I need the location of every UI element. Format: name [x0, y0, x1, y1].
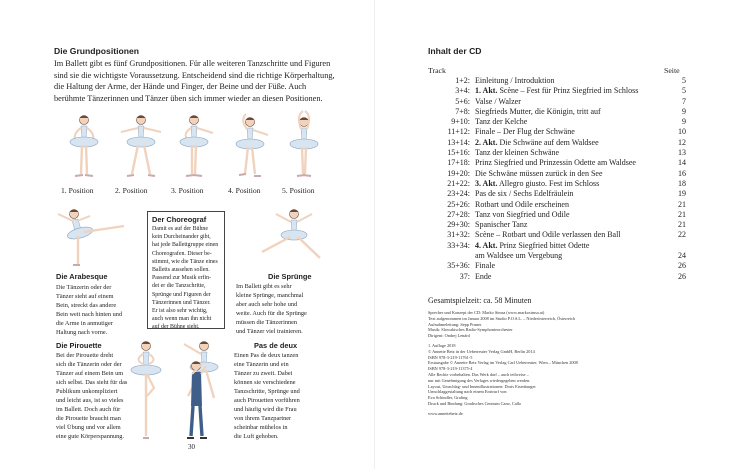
- choreograf-line: auf der Bühne sieht.: [152, 324, 200, 331]
- pirouette-line: viel Übung und vor allem: [56, 424, 121, 431]
- track-title-text: Allegro giusto. Fest im Schloss: [497, 178, 600, 188]
- pirouette-line: sich die Tänzerin oder der: [56, 361, 122, 368]
- track-number: 1+2:: [455, 76, 470, 85]
- track-number: 9+10:: [451, 117, 470, 127]
- track-row: [428, 117, 686, 127]
- track-title-text: Prinz Siegfried und Prinzessin Odette am Waldsee: [475, 158, 636, 168]
- total-playtime: Gesamtspielzeit: ca. 58 Minuten: [428, 296, 532, 305]
- track-number: 17+18:: [447, 158, 470, 168]
- track-number: 19+20:: [447, 168, 470, 178]
- track-title-text: am Waldsee um Vergebung: [475, 251, 563, 261]
- track-title: [475, 148, 559, 158]
- cd-contents-title: Inhalt der CD: [428, 46, 482, 56]
- act-label: 1. Akt.: [475, 86, 498, 96]
- track-title-text: Tanz von Siegfried und Odile: [475, 209, 570, 219]
- position-1-illustration: [62, 112, 106, 184]
- track-row: [428, 200, 686, 210]
- arabesque-title: Die Arabesque: [56, 272, 108, 281]
- pas-de-deux-line: scheinbar mühelos in: [234, 424, 288, 431]
- credit-line: Aufnahmeleitung: Sepp Pruner: [428, 321, 482, 327]
- track-row: [428, 138, 686, 148]
- track-number: 5+6:: [455, 96, 470, 106]
- position-5-illustration: [282, 108, 326, 184]
- choreograf-box: [147, 211, 225, 329]
- track-page: 9: [682, 117, 686, 127]
- track-title-text: Tanz der Kelche: [475, 117, 528, 127]
- track-title-text: Prinz Siegfried bittet Odette: [497, 240, 590, 250]
- jump-illustration: [256, 206, 326, 268]
- track-title: [475, 189, 573, 199]
- right-page: [375, 0, 750, 469]
- track-title: [475, 117, 527, 127]
- pirouette-line: im Ballett. Doch auch für: [56, 406, 121, 413]
- track-row: [428, 86, 686, 96]
- track-number: 11+12:: [447, 127, 470, 137]
- track-row: [428, 189, 686, 199]
- track-row: [428, 169, 686, 179]
- track-title: [475, 138, 599, 148]
- arabesque-line: Bein weit nach hinten und: [56, 311, 123, 318]
- arabesque-line: Tänzer steht auf einem: [56, 293, 114, 300]
- pas-de-deux-line: eine Tänzerin und ein: [234, 361, 289, 368]
- choreograf-line: Choreografen. Dieser be-: [152, 250, 212, 257]
- track-number: 31+32:: [447, 230, 470, 240]
- track-page: 21: [678, 220, 686, 230]
- track-page: 24: [678, 251, 686, 261]
- arabesque-line: Die Tänzerin oder der: [56, 284, 112, 291]
- track-title: [475, 76, 555, 86]
- pas-de-deux-line: Einen Pas de deux tanzen: [234, 352, 299, 359]
- track-number: 7+8:: [455, 106, 470, 116]
- track-row: [428, 241, 686, 251]
- credit-line: ISBN 978-3-219-11761-5: [428, 354, 473, 360]
- pas-de-deux-line: von ihrem Tanzpartner: [234, 415, 292, 422]
- track-title: [475, 97, 521, 107]
- track-title: [475, 200, 569, 210]
- choreograf-line: det er die Tanzschritte,: [152, 283, 206, 290]
- track-page: 9: [682, 106, 686, 116]
- track-row: [428, 230, 686, 240]
- track-title-text: Scène – Fest für Prinz Siegfried im Schloss: [497, 86, 639, 96]
- track-row: [428, 127, 686, 137]
- pirouette-line: sich selbst. Das sieht für das: [56, 379, 128, 386]
- pirouette-line: die Pirouette braucht man: [56, 415, 121, 422]
- pas-de-deux-text: [234, 351, 300, 441]
- track-number: 29+30:: [447, 220, 470, 230]
- credit-line: Layout, Umschlag- und Innenillustrationen: Doris Eisenburger: [428, 383, 536, 389]
- track-number: 27+28:: [447, 209, 470, 219]
- credit-line: nur mit Genehmigung des Verlages wiedergegeben werden.: [428, 377, 531, 383]
- track-page: 13: [678, 148, 686, 158]
- pas-de-deux-title: Pas de deux: [254, 341, 298, 350]
- track-row: [428, 179, 686, 189]
- track-title-text: Siegfrieds Mutter, die Königin, tritt auf: [475, 106, 601, 116]
- position-4-label: 4. Position: [228, 186, 261, 195]
- arabesque-text: [56, 283, 122, 337]
- intro-line: die Haltung der Arme, der Hände und Finger, der Beine und der Füße. Auch: [54, 82, 307, 92]
- choreograf-line: Sprünge und Figuren der: [152, 291, 211, 298]
- track-number: 13+14:: [447, 137, 470, 147]
- track-row: [428, 220, 686, 230]
- choreograf-title: Der Choreograf: [152, 215, 207, 224]
- choreograf-text: [152, 225, 220, 332]
- page-number-left: 30: [188, 443, 195, 451]
- pirouette-line: eine gute Körperspannung.: [56, 433, 125, 440]
- arabesque-line: die Arme in anmutiger: [56, 320, 113, 327]
- choreograf-line: stimmt, wie die Tänze eines: [152, 258, 218, 265]
- track-title-text: Pas de six / Sechs Edelfräulein: [475, 189, 574, 199]
- choreograf-line: Tänzerinnen und Tänzer.: [152, 299, 211, 306]
- pirouette-title: Die Pirouette: [56, 341, 102, 350]
- track-page: 5: [682, 76, 686, 85]
- section-heading: Die Grundpositionen: [54, 46, 139, 56]
- track-title: [475, 230, 621, 240]
- pirouette-line: und leicht aus, ist so vieles: [56, 397, 124, 404]
- track-title-text: Einleitung / Introduktion: [475, 76, 555, 85]
- track-row: [428, 76, 686, 86]
- page-column-header: Seite: [664, 66, 680, 75]
- credit-line: 1. Auflage 2018: [428, 342, 456, 348]
- track-number: 23+24:: [447, 189, 470, 199]
- position-1-label: 1. Position: [61, 186, 94, 195]
- track-number: 15+16:: [447, 148, 470, 158]
- track-title-text: Scène – Rotbart und Odile verlassen den Ball: [475, 230, 621, 240]
- track-row: [428, 158, 686, 168]
- track-row: [428, 148, 686, 158]
- track-title: [475, 86, 638, 96]
- pas-de-deux-line: Tanzschritte, Sprünge und: [234, 388, 300, 395]
- track-page: 21: [678, 209, 686, 219]
- track-page: 26: [678, 271, 686, 281]
- pirouette-line: Publikum unkompliziert: [56, 388, 118, 395]
- track-title-text: Ende: [475, 271, 492, 281]
- credit-line: Umschlaggestaltung nach einem Entwurf von: [428, 389, 507, 395]
- pirouette-line: Bei der Pirouette dreht: [56, 352, 114, 359]
- position-2-label: 2. Position: [115, 186, 148, 195]
- jumps-line: weite. Auch für die Sprünge: [236, 310, 307, 317]
- track-title: [475, 261, 495, 271]
- pirouette-line: Tänzer auf einem Bein um: [56, 370, 124, 377]
- track-column-header: Track: [428, 66, 446, 75]
- track-title: [475, 251, 562, 261]
- track-number: 33+34:: [447, 240, 470, 250]
- choreograf-line: Passend zur Musik erfin-: [152, 275, 212, 282]
- intro-line: Im Ballett gibt es fünf Grundpositionen. Für alle weiteren Tanzschritte und Figuren: [54, 59, 331, 68]
- pas-de-deux-line: und häufig wird die Frau: [234, 406, 297, 413]
- track-title: [475, 127, 575, 137]
- credit-line: © Annette Betz in der Ueberreuter Verlag GmbH, Berlin 2014: [428, 348, 535, 354]
- imprint-credits: [428, 310, 688, 417]
- track-title-text: Rotbart und Odile erscheinen: [475, 199, 569, 209]
- pas-de-deux-line: auch Pirouetten vorführen: [234, 397, 300, 404]
- track-number: 35+36:: [447, 261, 470, 271]
- track-number: 25+26:: [447, 199, 470, 209]
- track-title-text: Spanischer Tanz: [475, 220, 528, 230]
- track-title-text: Tanz der kleinen Schwäne: [475, 148, 560, 158]
- credit-line: Eva Schindler, Grafing: [428, 395, 468, 401]
- jumps-title: Die Sprünge: [268, 272, 312, 281]
- track-title: [475, 169, 603, 179]
- pirouette-text: [56, 351, 127, 441]
- position-4-illustration: [228, 112, 272, 184]
- pas-de-deux-illustration: [170, 336, 230, 446]
- act-label: 3. Akt.: [475, 178, 498, 188]
- jumps-line: und Tänzer viel trainieren.: [236, 328, 303, 335]
- jumps-text: [236, 282, 307, 336]
- credit-line: www.annettebetz.de: [428, 410, 463, 416]
- choreograf-line: auch wenn man ihn nicht: [152, 316, 212, 323]
- intro-line: berühmte Tänzerinnen und Tänzer üben sich immer wieder an diesen Positionen.: [54, 93, 323, 103]
- pas-de-deux-line: Tänzer zu zweit. Dabei: [234, 370, 293, 377]
- track-title: [475, 179, 599, 189]
- credit-line: Erstausgabe © Annette Betz Verlag im Verlag Carl Ueberreuter, Wien – München 2008: [428, 360, 578, 366]
- position-5-label: 5. Position: [282, 186, 315, 195]
- position-3-label: 3. Position: [171, 186, 204, 195]
- jumps-line: kleine Sprünge, manchmal: [236, 292, 304, 299]
- arabesque-line: Bein, streckt das andere: [56, 302, 117, 309]
- credit-line: Dirigent: Ondrej Lenárd: [428, 333, 470, 339]
- pas-de-deux-line: können sie verschiedene: [234, 379, 296, 386]
- track-row: [428, 210, 686, 220]
- arabesque-illustration: [56, 204, 128, 268]
- track-title: [475, 210, 570, 220]
- pirouette-illustration: [126, 336, 166, 446]
- track-number: 37:: [459, 271, 470, 281]
- act-label: 4. Akt.: [475, 240, 498, 250]
- track-row: [428, 107, 686, 117]
- choreograf-line: Damit es auf der Bühne: [152, 226, 208, 232]
- track-title: [475, 107, 601, 117]
- credit-line: ISBN 978-3-219-11375-4: [428, 366, 473, 372]
- credit-line: Sprecher und Konzept der CD: Marko Simsa (www.markosimsa.at): [428, 310, 545, 315]
- track-row: [428, 261, 686, 271]
- jumps-line: aber auch sehr hohe und: [236, 301, 298, 308]
- track-row: [428, 97, 686, 107]
- track-page: 10: [678, 127, 686, 137]
- choreograf-line: hat jede Ballettgruppe einen: [152, 242, 219, 249]
- track-number: 21+22:: [447, 178, 470, 188]
- track-page: 16: [678, 168, 686, 178]
- choreograf-line: Balletts aussehen sollen.: [152, 267, 210, 274]
- intro-text: [54, 58, 354, 104]
- track-title: [475, 241, 589, 251]
- intro-line: sind sie die wichtigste Voraussetzung. Entscheidend sind die richtige Körperhaltung,: [54, 70, 335, 80]
- track-row: [428, 272, 686, 282]
- choreograf-line: Er ist also sehr wichtig,: [152, 308, 208, 315]
- track-page: 19: [678, 189, 686, 199]
- credit-line: Druck und Bindung: Gradisches Centrum Cano, Callo: [428, 400, 522, 406]
- track-page: 5: [682, 86, 686, 96]
- track-title-text: Finale: [475, 261, 495, 271]
- track-title: [475, 220, 527, 230]
- arabesque-line: Haltung nach vorne.: [56, 329, 108, 336]
- credit-line: Text aufgenommen im Januar 2008 im Studio P.O.S.L. – Niederösterreich, Österreich: [428, 315, 576, 321]
- track-title: [475, 272, 491, 282]
- credit-line: Musik: Slowakisches Radio-Symphonieorchester: [428, 327, 513, 333]
- track-page: 26: [678, 261, 686, 271]
- track-row: [428, 251, 686, 261]
- track-page: 14: [678, 158, 686, 168]
- track-page: 7: [682, 96, 686, 106]
- jumps-line: müssen die Tänzerinnen: [236, 319, 298, 326]
- track-page: 12: [678, 137, 686, 147]
- track-list: [428, 76, 686, 282]
- act-label: 2. Akt.: [475, 137, 498, 147]
- jumps-line: Im Ballett gibt es sehr: [236, 283, 292, 290]
- pas-de-deux-line: die Luft gehoben.: [234, 433, 279, 440]
- track-page: 18: [678, 178, 686, 188]
- track-title-text: Valse / Walzer: [475, 96, 521, 106]
- position-2-illustration: [117, 112, 165, 184]
- position-3-illustration: [172, 112, 216, 184]
- track-page: 21: [678, 199, 686, 209]
- track-page: 22: [678, 230, 686, 240]
- track-title: [475, 158, 636, 168]
- track-title-text: Die Schwäne müssen zurück in den See: [475, 168, 603, 178]
- track-title-text: Die Schwäne auf dem Waldsee: [497, 137, 599, 147]
- choreograf-line: kein Durcheinander gibt,: [152, 234, 211, 241]
- track-number: 3+4:: [455, 86, 470, 96]
- credit-line: Alle Rechte vorbehalten. Das Werk darf – auch teilweise –: [428, 371, 529, 377]
- track-title-text: Finale – Der Flug der Schwäne: [475, 127, 575, 137]
